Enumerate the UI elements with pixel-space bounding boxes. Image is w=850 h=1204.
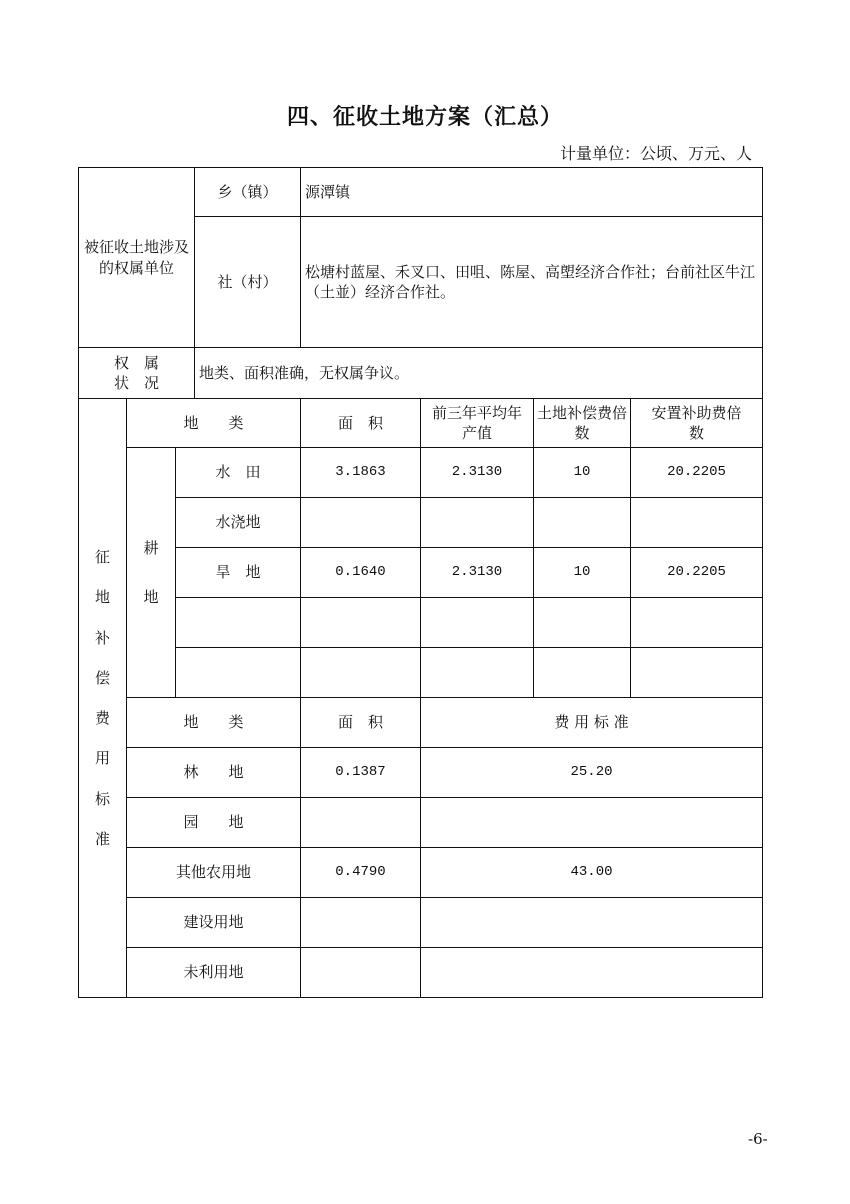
t1-cell-land-multiple: 10 bbox=[533, 547, 631, 598]
t1-header-land-multiple-text: 土地补偿费倍 数 bbox=[537, 403, 643, 442]
section-char: 标 bbox=[94, 789, 110, 808]
section-char: 费 bbox=[94, 709, 110, 727]
village-label: 社（村） bbox=[194, 216, 301, 348]
t2-cell-type: 未利用地 bbox=[126, 947, 301, 998]
ownership-status-value: 地类、面积准确，无权属争议。 bbox=[194, 347, 763, 399]
t1-cell-area bbox=[300, 647, 421, 698]
township-value: 源潭镇 bbox=[300, 167, 763, 217]
t1-header-type: 地 类 bbox=[126, 398, 301, 448]
t1-cell-area: 3.1863 bbox=[300, 447, 421, 498]
t2-cell-standard bbox=[420, 947, 763, 998]
t1-cell-resettle-multiple bbox=[630, 497, 763, 548]
t2-cell-standard: 25.20 bbox=[420, 747, 763, 798]
section-char: 征 bbox=[94, 548, 110, 566]
t1-cell-type bbox=[175, 647, 301, 698]
t1-header-resettle-multiple bbox=[630, 398, 763, 448]
t2-cell-standard: 43.00 bbox=[420, 847, 763, 898]
t2-cell-area bbox=[300, 797, 421, 848]
t2-cell-area: 0.1387 bbox=[300, 747, 421, 798]
t2-cell-standard bbox=[420, 797, 763, 848]
cultivated-char: 地 bbox=[143, 587, 159, 606]
t2-cell-type: 林 地 bbox=[126, 747, 301, 798]
t2-cell-type: 其他农用地 bbox=[126, 847, 301, 898]
cultivated-char: 耕 bbox=[143, 539, 159, 558]
t1-header-avg-value bbox=[420, 398, 534, 448]
village-value: 松塘村蓝屋、禾叉口、田咀、陈屋、高塱经济合作社；台前社区牛江（土並）经济合作社。 bbox=[300, 216, 763, 348]
t2-cell-area bbox=[300, 897, 421, 948]
t1-cell-resettle-multiple: 20.2205 bbox=[630, 447, 763, 498]
t2-cell-type: 园 地 bbox=[126, 797, 301, 848]
t1-cell-resettle-multiple: 20.2205 bbox=[630, 547, 763, 598]
t2-header-area: 面 积 bbox=[300, 697, 421, 748]
section-char: 准 bbox=[94, 829, 110, 848]
t1-cell-area bbox=[300, 497, 421, 548]
page-number: -6- bbox=[748, 1130, 768, 1148]
t2-cell-area: 0.4790 bbox=[300, 847, 421, 898]
section-char: 地 bbox=[94, 588, 110, 607]
section-char: 用 bbox=[94, 749, 110, 768]
t2-header-type: 地 类 bbox=[126, 697, 301, 748]
t1-cell-avg-value bbox=[420, 497, 534, 548]
t1-header-avg-value-text: 前三年平均年产值 bbox=[432, 403, 523, 442]
t1-cell-avg-value bbox=[420, 647, 534, 698]
t1-cell-land-multiple bbox=[533, 597, 631, 648]
cultivated-land-label bbox=[126, 447, 176, 698]
t2-cell-standard bbox=[420, 897, 763, 948]
t1-cell-land-multiple bbox=[533, 647, 631, 698]
t1-cell-type: 水浇地 bbox=[175, 497, 301, 548]
page-title: 四、征收土地方案（汇总） bbox=[286, 105, 563, 130]
ownership-label bbox=[78, 167, 195, 348]
section-char: 补 bbox=[94, 628, 110, 647]
t2-cell-type: 建设用地 bbox=[126, 897, 301, 948]
ownership-label-text: 被征收土地涉及的权属单位 bbox=[83, 238, 189, 277]
land-acquisition-table bbox=[78, 167, 763, 998]
t1-header-area: 面 积 bbox=[300, 398, 421, 448]
t2-header-standard: 费 用 标 准 bbox=[420, 697, 763, 748]
t1-cell-type: 水 田 bbox=[175, 447, 301, 498]
t1-cell-type bbox=[175, 597, 301, 648]
t1-cell-area: 0.1640 bbox=[300, 547, 421, 598]
ownership-status-label-text: 权 属 状 况 bbox=[113, 353, 159, 392]
t1-cell-resettle-multiple bbox=[630, 597, 763, 648]
t2-cell-area bbox=[300, 947, 421, 998]
t1-header-land-multiple bbox=[533, 398, 643, 448]
section-char: 偿 bbox=[94, 668, 110, 687]
t1-cell-avg-value: 2.3130 bbox=[420, 447, 534, 498]
t1-cell-type: 旱 地 bbox=[175, 547, 301, 598]
township-label: 乡（镇） bbox=[194, 167, 301, 217]
t1-header-resettle-multiple-text: 安置补助费倍 数 bbox=[651, 403, 757, 442]
ownership-status-label bbox=[78, 347, 195, 399]
compensation-section-label bbox=[78, 398, 127, 998]
t1-cell-resettle-multiple bbox=[630, 647, 763, 698]
unit-note: 计量单位：公顷、万元、人 bbox=[559, 144, 752, 163]
t1-cell-land-multiple: 10 bbox=[533, 447, 631, 498]
t1-cell-avg-value bbox=[420, 597, 534, 648]
t1-cell-avg-value: 2.3130 bbox=[420, 547, 534, 598]
t1-cell-area bbox=[300, 597, 421, 648]
t1-cell-land-multiple bbox=[533, 497, 631, 548]
